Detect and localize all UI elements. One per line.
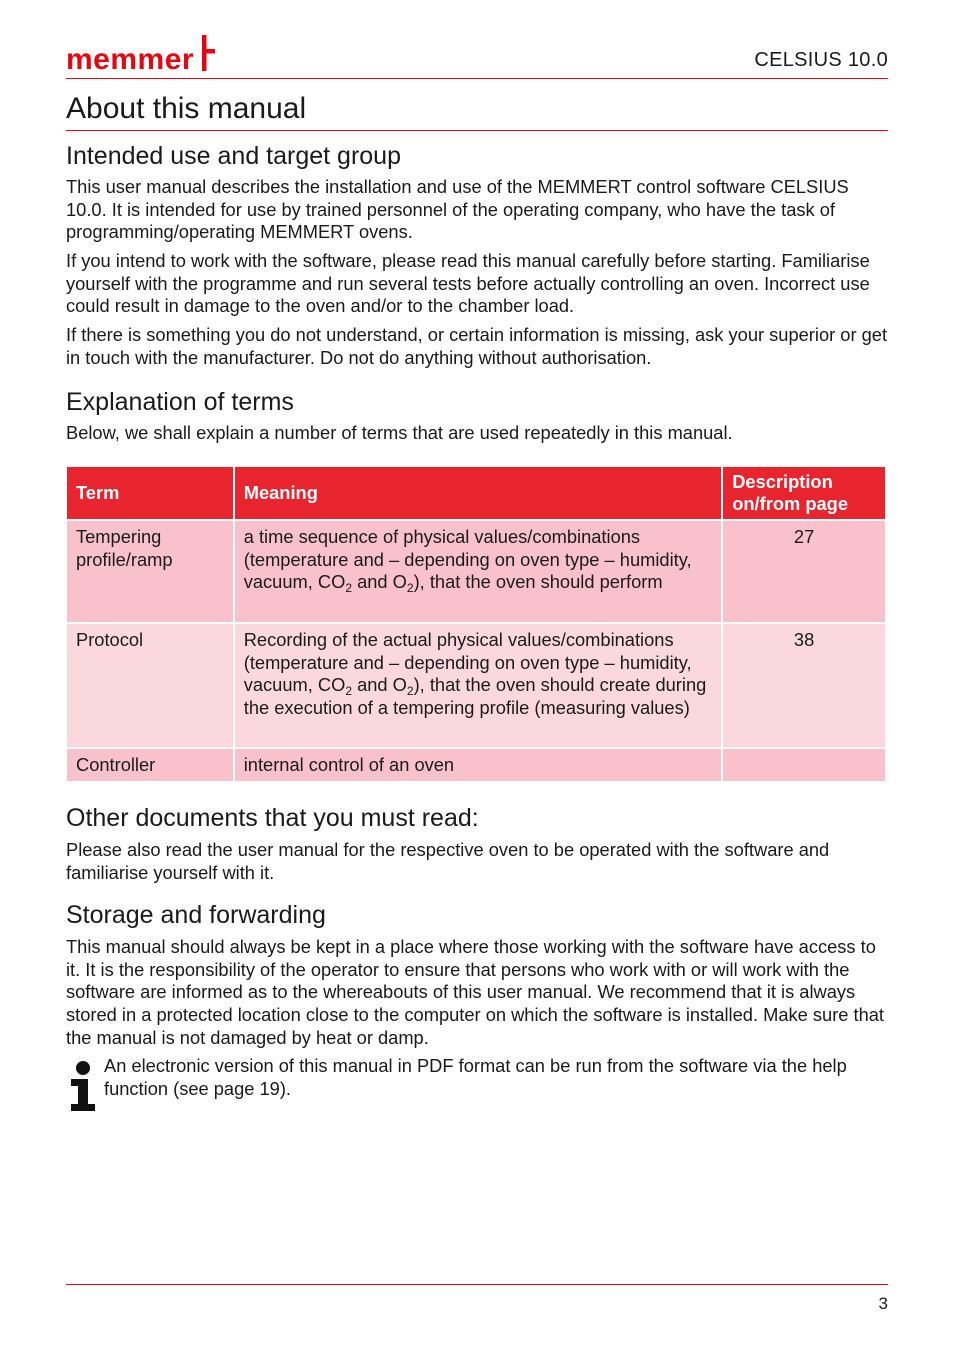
cell-page: 38: [723, 624, 885, 747]
info-icon: [68, 1061, 98, 1111]
paragraph-intended-1: This user manual describes the installation and use of the MEMMERT control software CELSIUS 10.0. It is intended for use by trained personnel of the operating company, who have the task of programming/operating MEMMERT ovens.: [66, 176, 849, 243]
table-row: [67, 521, 885, 622]
terms-table: [65, 465, 887, 783]
cell-page: [723, 749, 885, 781]
heading-explanation-terms: Explanation of terms: [66, 388, 294, 416]
memmert-logo: [66, 32, 216, 72]
cell-term: Tempering profile/ramp: [67, 521, 233, 622]
page-header: [66, 30, 888, 79]
product-name: CELSIUS 10.0: [754, 49, 888, 71]
info-note-text: An electronic version of this manual in PDF format can be run from the software via the help function (see page 19).: [104, 1055, 847, 1099]
heading-intended-use: Intended use and target group: [66, 142, 401, 170]
heading-storage: Storage and forwarding: [66, 901, 326, 929]
cell-page: 27: [723, 521, 885, 622]
page-title: About this manual: [66, 90, 888, 131]
table-row: [67, 749, 885, 781]
cell-meaning: a time sequence of physical values/combinations (temperature and – depending on oven type – humidity, vacuum, $CO_2$ and $O_2$), that the oven should perform: [235, 521, 721, 622]
svg-text:memmer: memmer: [66, 43, 195, 72]
cell-term: Controller: [67, 749, 233, 781]
footer-rule: [66, 1284, 888, 1285]
header-term: Term: [67, 467, 233, 519]
cell-meaning: internal control of an oven: [235, 749, 721, 781]
header-meaning: Meaning: [235, 467, 721, 519]
paragraph-storage: This manual should always be kept in a place where those working with the software have access to it. It is the responsibility of the operator to ensure that persons who work with or will work with the software are informed as to the whereabouts of this user manual. We recommend that it is always stored in a protected location close to the computer on which the software is installed. Make sure that the manual is not damaged by heat or damp.: [66, 936, 885, 1048]
table-row: [67, 624, 885, 747]
header-page: Description on/from page: [723, 467, 885, 519]
paragraph-intended-3: If there is something you do not understand, or certain information is missing, ask your superior or get in touch with the manufacturer. Do not do anything without authorisation.: [66, 324, 888, 368]
paragraph-other-documents: Please also read the user manual for the respective oven to be operated with the software and familiarise yourself with it.: [66, 839, 830, 883]
heading-other-documents: Other documents that you must read:: [66, 804, 479, 832]
paragraph-terms-intro: Below, we shall explain a number of terms that are used repeatedly in this manual.: [66, 422, 733, 443]
paragraph-intended-2: If you intend to work with the software, please read this manual carefully before starting. Familiarise yourself with the programme and run several tests before actually controlling an oven. Incorrect use could result in damage to the oven and/or to the chamber load.: [66, 250, 870, 317]
table-header-row: [67, 467, 885, 519]
cell-term: Protocol: [67, 624, 233, 747]
cell-meaning: Recording of the actual physical values/combinations (temperature and – depending on oven type – humidity, vacuum, $CO_2$ and $O_2$), that the oven should create during the execution of a tempering profile (measuring values): [235, 624, 721, 747]
page-number: 3: [878, 1294, 888, 1313]
